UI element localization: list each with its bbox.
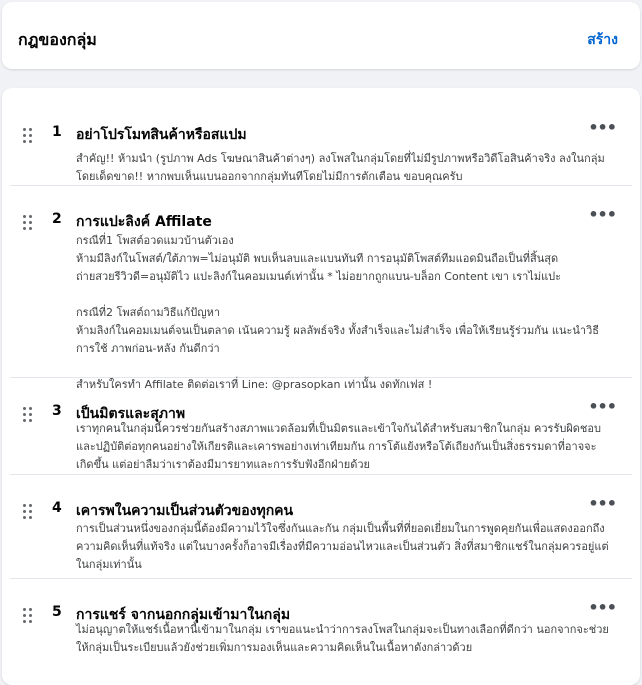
drag-handle-icon[interactable] (22, 503, 34, 521)
rules-list (2, 88, 640, 685)
rule-description: กรณีที่1 โพสต์อวดแมวบ้านตัวเอง ห้ามมีลิงก์ในโพสต์/ใต้ภาพ=ไม่อนุมัติ พบเห็นลบและแบนทันที การอนุมัติโพสต์ทีมแอดมินถือเป็นที่สิ้นสุด ถ่ายสวยรีวิวดี=อนุมัติไว แปะลิงก์ในคอมเมนต์เท่านั้น * ไม่อยากถูกแบน-บล็อก Content เขา เราไม่แปะ กรณีที่2 โพสต์ถามวิธีแก้ปัญหา ห้ามลิงก์ในคอมเมนต์จนเป็นตลาด เน้นความรู้ ผลลัพธ์จริง ทั้งสำเร็จและไม่สำเร็จ เพื่อให้เรียนรู้ร่วมกัน แนะนำวิธีการใช้ ภาพก่อน-หลัง กันดีกว่า สำหรับใครทำ Affilate ติดต่อเราที่ Line: @prasopkan เท่านั้น งดทักเฟส ! (76, 234, 599, 391)
rule-title: การแชร์ จากนอกกลุ่มเข้ามาในกลุ่ม (76, 607, 291, 623)
rule-description: การเป็นส่วนหนึ่งของกลุ่มนี้ต้องมีความไว้ใจซึ่งกันและกัน กลุ่มเป็นพื้นที่ที่ยอดเยี่ยมในการพูดคุยกันเพื่อแสดงออกถึงความคิดเห็นที่แท้จริง แต่ในบางครั้งก็อาจมีเรื่องที่มีความอ่อนไหวและเป็นส่วนตัว สิ่งที่สมาชิกแชร์ในกลุ่มควรอยู่แต่ในกลุ่มเท่านั้น (76, 522, 609, 571)
more-options-icon[interactable]: ••• (588, 494, 616, 513)
rule-number: 3 (52, 403, 62, 419)
rule-title: อย่าโปรโมทสินค้าหรือสแปม (76, 127, 247, 143)
rule-item (10, 377, 632, 475)
rule-item (10, 98, 632, 186)
rule-item (10, 578, 632, 678)
rule-title: เคารพในความเป็นส่วนตัวของทุกคน (76, 503, 294, 519)
rule-description: ไม่อนุญาตให้แชร์เนื้อหานี้เข้ามาในกลุ่ม เราขอแนะนำว่าการลงโพสในกลุ่มจะเป็นทางเลือกที่ดีกว่า นอกจากจะช่วยให้กลุ่มเป็นระเบียบแล้วยังช่วยเพิ่มการมองเห็นและความคิดเห็นในเนื้อหาดังกล่าวด้วย (76, 623, 609, 654)
more-options-icon[interactable]: ••• (588, 118, 616, 137)
drag-handle-icon[interactable] (22, 607, 34, 625)
rule-description: เราทุกคนในกลุ่มนี้ควรช่วยกันสร้างสภาพแวดล้อมที่เป็นมิตรและเข้าใจกันได้สำหรับสมาชิกในกลุ่ม ควรรับผิดชอบและปฏิบัติต่อทุกคนอย่างให้เกียรติและเคารพอย่างเท่าเทียมกัน การโต้แย้งหรือโต้เถียงกันเป็นสิ่งธรรมดาที่อาจจะเกิดขึ้น แต่อย่าลืมว่าเราต้องมีมารยาทและการรับฟังอีกฝ่ายด้วย (76, 422, 601, 471)
more-options-icon[interactable]: ••• (588, 598, 616, 617)
rule-title: เป็นมิตรและสุภาพ (76, 406, 186, 422)
rule-title: การแปะลิงค์ Affilate (76, 214, 212, 230)
create-rule-button[interactable]: สร้าง (587, 32, 618, 48)
rule-number: 4 (52, 500, 62, 516)
drag-handle-icon[interactable] (22, 406, 34, 424)
rule-number: 1 (52, 124, 62, 140)
rule-item (10, 474, 632, 579)
more-options-icon[interactable]: ••• (588, 205, 616, 224)
rule-description: สำคัญ!! ห้ามนำ (รูปภาพ Ads โฆษณาสินค้าต่างๆ) ลงโพสในกลุ่มโดยที่ไม่มีรูปภาพหรือวิดีโอสินค้าจริง ลงในกลุ่มโดยเด็ดขาด!! หากพบเห็นแบนออกจากกลุ่มทันทีโดยไม่มีการตักเตือน ขอบคุณครับ (76, 152, 605, 183)
rule-number: 5 (52, 604, 62, 620)
drag-handle-icon[interactable] (22, 214, 34, 232)
rule-number: 2 (52, 211, 62, 227)
drag-handle-icon[interactable] (22, 127, 34, 145)
page-title: กฎของกลุ่ม (18, 30, 97, 49)
rule-item (10, 185, 632, 391)
rules-header-card (2, 2, 640, 69)
more-options-icon[interactable]: ••• (588, 397, 616, 416)
